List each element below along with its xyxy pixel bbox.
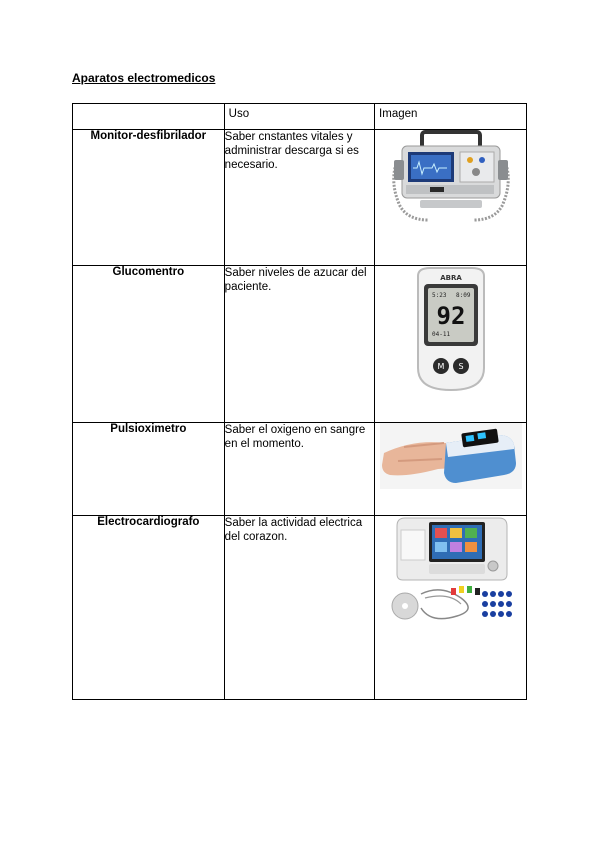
header-uso: Uso [224, 104, 374, 130]
glucometer-date-text: 04-11 [431, 331, 450, 338]
header-imagen: Imagen [375, 104, 527, 130]
table-header-row [73, 104, 527, 130]
table-row [73, 516, 527, 700]
ecg-machine-image [375, 516, 527, 700]
device-name: Glucomentro [73, 266, 225, 423]
glucometer-brand-text: ABRA [439, 274, 462, 282]
glucometer-time2-text: 8:09 [455, 292, 470, 299]
devices-table [72, 103, 527, 700]
pulse-oximeter-image [375, 423, 527, 516]
defibrillator-image [375, 130, 527, 266]
header-empty [73, 104, 225, 130]
svg-text:M: M [437, 362, 444, 371]
glucometer-time-text: 5:23 [431, 292, 446, 299]
device-name: Pulsioximetro [73, 423, 225, 516]
svg-text:S: S [457, 362, 464, 371]
document-title: Aparatos electromedicos [72, 71, 216, 85]
device-use: Saber niveles de azucar del paciente. [224, 266, 374, 423]
table-row [73, 423, 527, 516]
glucometer-image [375, 266, 527, 423]
device-name: Electrocardiografo [73, 516, 225, 700]
device-use: Saber el oxigeno en sangre en el momento. [224, 423, 374, 516]
table-row [73, 130, 527, 266]
device-use: Saber la actividad electrica del corazon. [224, 516, 374, 700]
table-row [73, 266, 527, 423]
glucometer-value-text: 92 [436, 302, 465, 330]
device-name: Monitor-desfibrilador [73, 130, 225, 266]
device-use: Saber cnstantes vitales y administrar descarga si es necesario. [224, 130, 374, 266]
